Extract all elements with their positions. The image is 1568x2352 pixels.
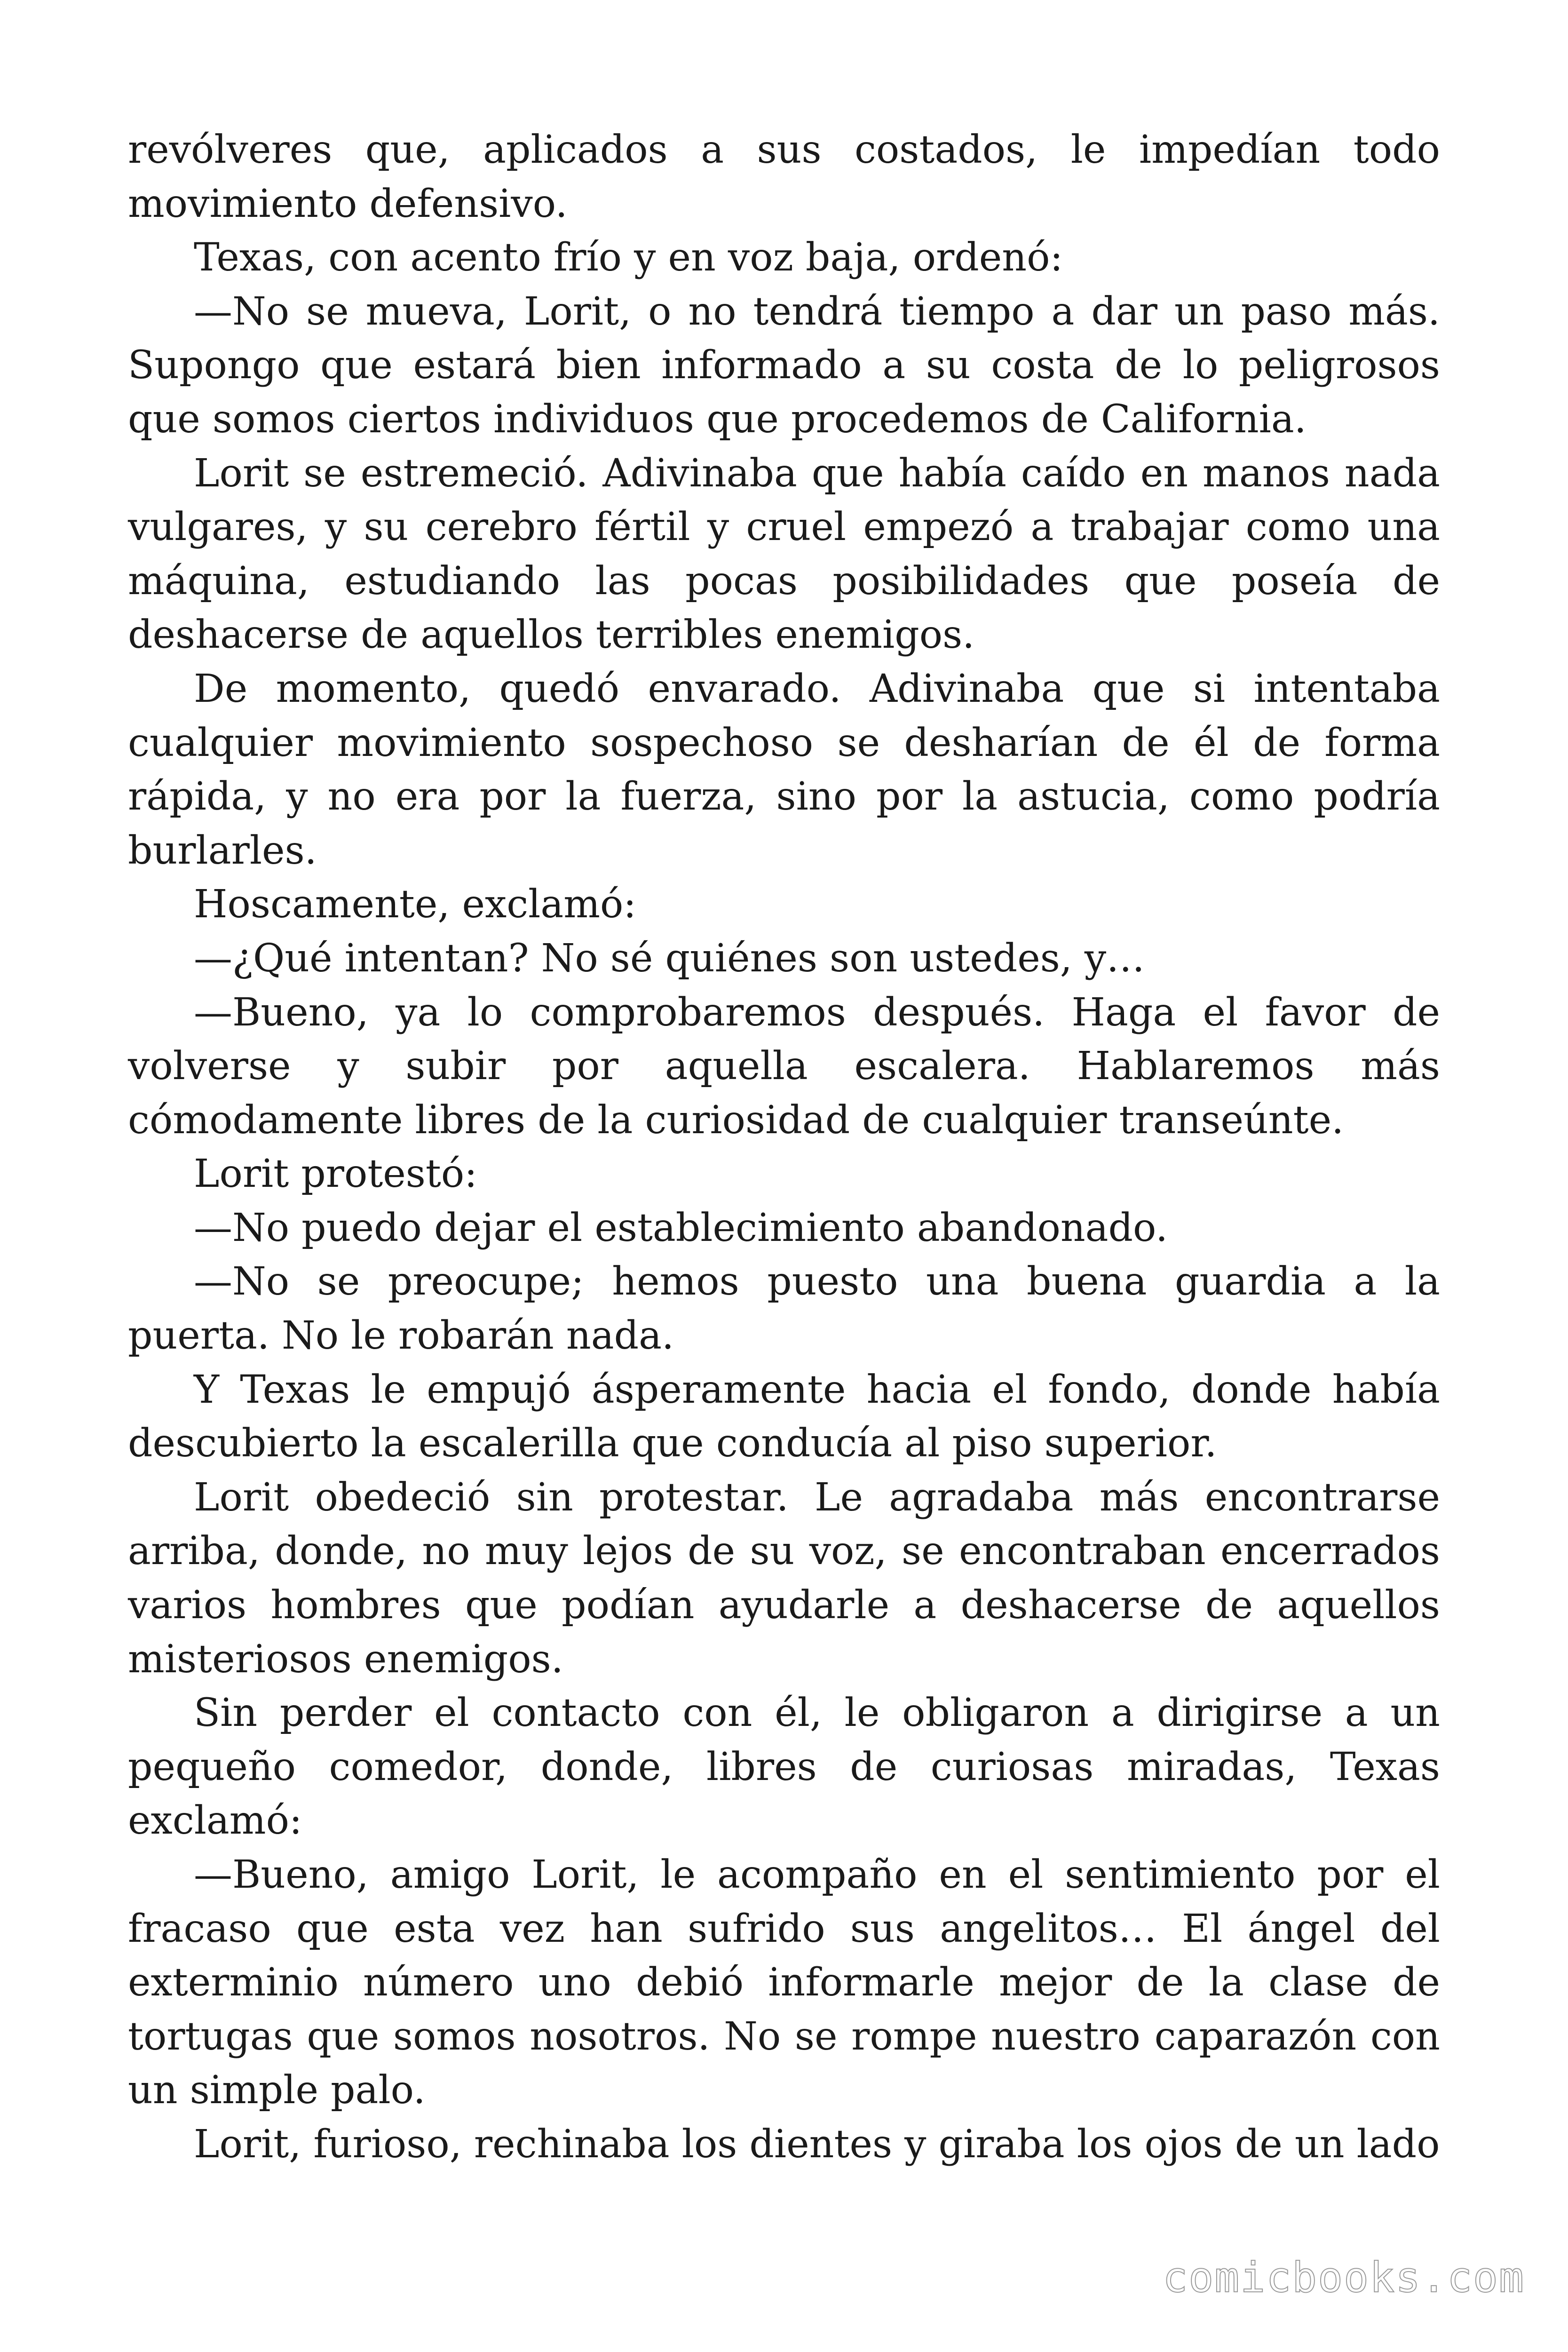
paragraph: —No se mueva, Lorit, o no tendrá tiempo a dar un paso más. Supongo que estará bien informado a su costa de lo peligrosos que somos ciertos individuos que procedemos de California. (128, 289, 1440, 442)
paragraph: revólveres que, aplicados a sus costados, le impedían todo movimiento defensivo. (128, 127, 1440, 226)
paragraph: Texas, con acento frío y en voz baja, ordenó: (194, 235, 1063, 280)
paragraph: Y Texas le empujó ásperamente hacia el fondo, donde había descubierto la escalerilla que conducía al piso superior. (128, 1367, 1440, 1466)
paragraph: Lorit, furioso, rechinaba los dientes y giraba los ojos de un lado (194, 2122, 1440, 2167)
paragraph: Sin perder el contacto con él, le obligaron a dirigirse a un pequeño comedor, donde, libres de curiosas miradas, Texas exclamó: (128, 1691, 1440, 1843)
paragraph: Lorit protestó: (194, 1152, 477, 1197)
paragraph: Lorit se estremeció. Adivinaba que había caído en manos nada vulgares, y su cerebro fértil y cruel empezó a trabajar como una máquina, estudiando las pocas posibilidades que poseía de deshacerse de aquellos terribles enemigos. (128, 451, 1440, 658)
paragraph: De momento, quedó envarado. Adivinaba que si intentaba cualquier movimiento sospechoso se desharían de él de forma rápida, y no era por la fuerza, sino por la astucia, como podría burlarles. (128, 666, 1440, 873)
paragraph: —Bueno, ya lo comprobaremos después. Haga el favor de volverse y subir por aquella escalera. Hablaremos más cómodamente libres de la curiosidad de cualquier transeúnte. (128, 990, 1440, 1143)
paragraph: Lorit obedeció sin protestar. Le agradaba más encontrarse arriba, donde, no muy lejos de su voz, se encontraban encerrados varios hombres que podían ayudarle a deshacerse de aquellos misteriosos enemigos. (128, 1475, 1440, 1682)
paragraph: —No puedo dejar el establecimiento abandonado. (194, 1205, 1168, 1250)
page-text (128, 123, 1440, 2172)
paragraph: —¿Qué intentan? No sé quiénes son ustedes, y… (194, 936, 1145, 981)
paragraph: Hoscamente, exclamó: (194, 882, 637, 927)
paragraph: —Bueno, amigo Lorit, le acompaño en el sentimiento por el fracaso que esta vez han sufrido sus angelitos… El ángel del exterminio número uno debió informarle mejor de la clase de tortugas que somos nosotros. No se rompe nuestro caparazón con un simple palo. (128, 1852, 1440, 2113)
watermark: comicbooks.com (1163, 2253, 1525, 2302)
paragraph: —No se preocupe; hemos puesto una buena guardia a la puerta. No le robarán nada. (128, 1259, 1440, 1359)
